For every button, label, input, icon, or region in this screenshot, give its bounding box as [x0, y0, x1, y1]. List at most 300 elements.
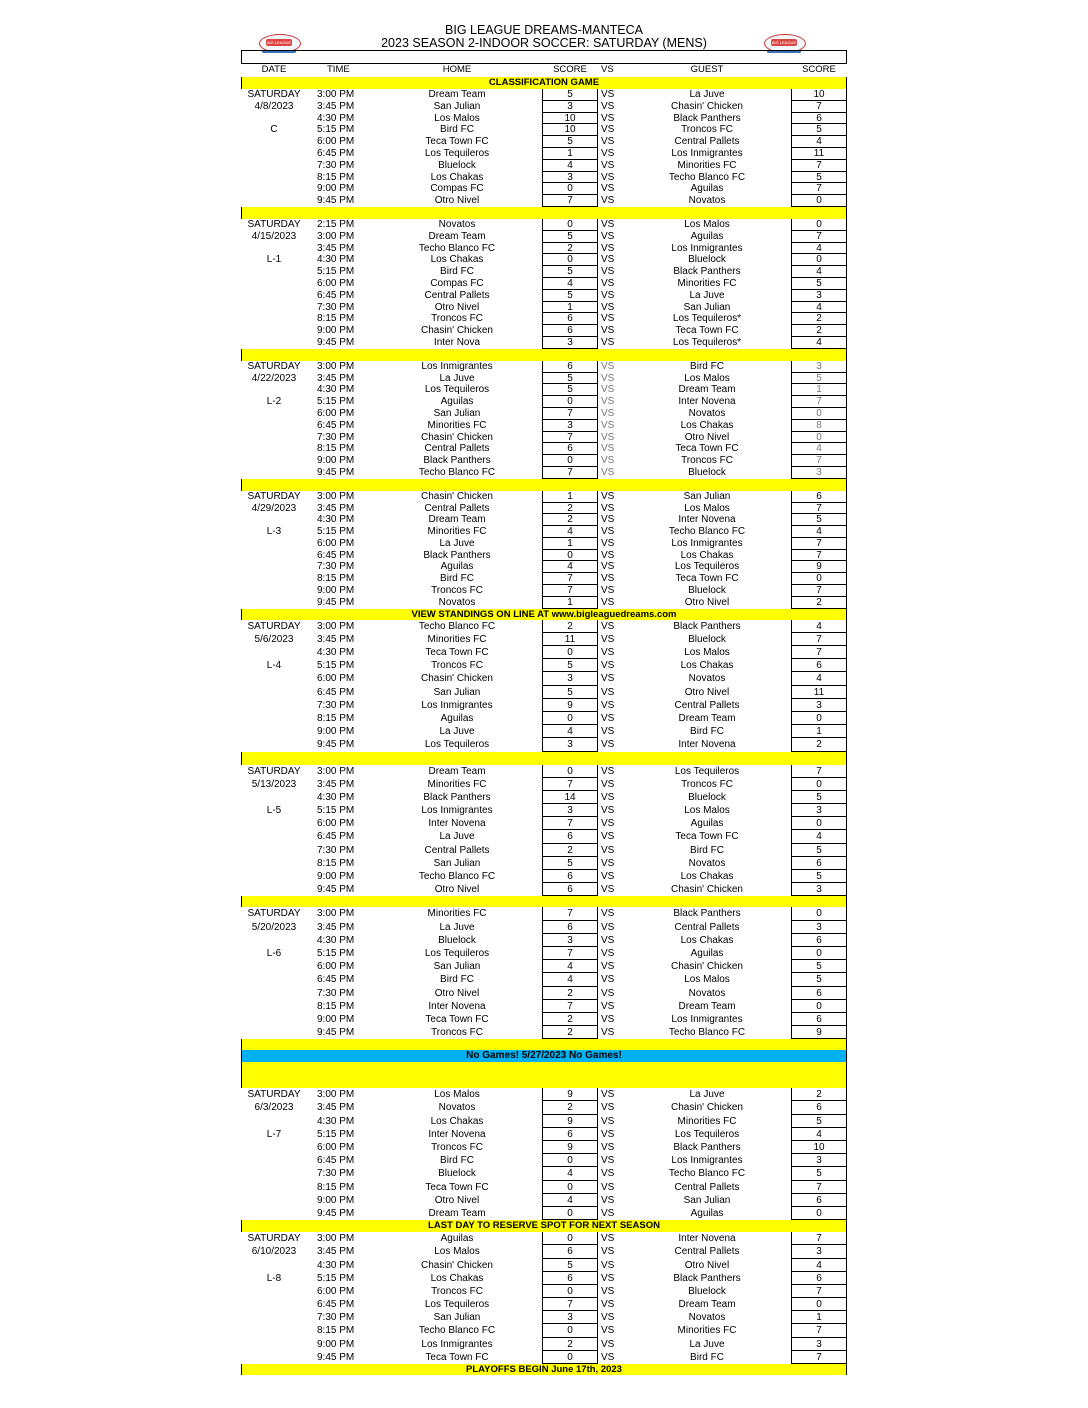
- guest-team: Aguilas: [690, 818, 724, 830]
- guest-score: 6: [791, 1194, 847, 1207]
- home-team: Los Chakas: [430, 254, 484, 266]
- guest-team: Los Chakas: [680, 871, 734, 883]
- vs-label: VS: [601, 765, 615, 777]
- game-row: [241, 1167, 847, 1180]
- game-row: [241, 633, 847, 646]
- game-time: 4:30 PM: [317, 384, 355, 396]
- game-time: 3:00 PM: [317, 490, 355, 502]
- vs-label: VS: [601, 455, 615, 467]
- home-team: Bird FC: [440, 573, 474, 585]
- home-team: San Julian: [433, 100, 481, 112]
- home-team: Bird FC: [440, 974, 474, 986]
- vs-label: VS: [601, 1312, 615, 1324]
- home-team: Los Inmigrantes: [421, 805, 493, 817]
- week-label: [241, 538, 307, 550]
- guest-team: Inter Novena: [678, 739, 736, 751]
- game-time: 9:00 PM: [317, 1338, 355, 1350]
- vs-label: VS: [601, 443, 615, 455]
- home-score: 9: [542, 699, 598, 712]
- vs-label: VS: [601, 712, 615, 724]
- home-team: Bluelock: [438, 934, 476, 946]
- guest-team: La Juve: [689, 289, 725, 301]
- vs-label: VS: [601, 699, 615, 711]
- guest-team: Techo Blanco FC: [668, 1027, 746, 1039]
- vs-label: VS: [601, 537, 615, 549]
- game-time: 5:15 PM: [317, 396, 355, 408]
- guest-score: 3: [791, 1338, 847, 1351]
- guest-score: 4: [791, 443, 847, 455]
- game-row: [241, 219, 847, 231]
- guest-team: Otro Nivel: [684, 1259, 730, 1271]
- week-label: SATURDAY: [247, 620, 301, 632]
- home-score: 2: [542, 503, 598, 515]
- game-time: 3:45 PM: [317, 100, 355, 112]
- guest-score: 6: [791, 491, 847, 503]
- guest-score: 5: [791, 791, 847, 804]
- vs-label: VS: [601, 242, 615, 254]
- game-row: [241, 408, 847, 420]
- guest-score: 5: [791, 960, 847, 973]
- game-time: 6:45 PM: [317, 974, 355, 986]
- home-team: Inter Novena: [428, 818, 486, 830]
- home-team: San Julian: [433, 961, 481, 973]
- home-team: Chasin' Chicken: [421, 490, 493, 502]
- home-team: Black Panthers: [423, 791, 491, 803]
- section-banner: [241, 207, 847, 219]
- guest-team: San Julian: [683, 301, 731, 313]
- game-row: [241, 1128, 847, 1141]
- guest-score: 8: [791, 420, 847, 432]
- game-row: [241, 870, 847, 883]
- home-score: 4: [542, 1194, 598, 1207]
- vs-label: VS: [601, 974, 615, 986]
- home-team: Minorities FC: [427, 778, 487, 790]
- home-score: 9: [542, 1141, 598, 1154]
- game-row: [241, 699, 847, 712]
- vs-label: VS: [601, 1142, 615, 1154]
- guest-team: Aguilas: [690, 1207, 724, 1219]
- guest-team: Otro Nivel: [684, 686, 730, 698]
- vs-label: VS: [601, 791, 615, 803]
- home-score: 6: [542, 830, 598, 843]
- vs-label: VS: [601, 301, 615, 313]
- schedule-table: [241, 63, 847, 1375]
- game-time: 6:45 PM: [317, 289, 355, 301]
- game-row: [241, 857, 847, 870]
- guest-team: Otro Nivel: [684, 431, 730, 443]
- guest-score: 5: [791, 373, 847, 385]
- home-score: 4: [542, 973, 598, 986]
- guest-score: 7: [791, 101, 847, 113]
- home-team: Bluelock: [438, 159, 476, 171]
- week-label: [241, 672, 307, 685]
- week-label: [241, 791, 307, 804]
- game-row: [241, 1259, 847, 1272]
- home-team: Novatos: [438, 218, 476, 230]
- game-time: 5:15 PM: [317, 947, 355, 959]
- guest-score: 5: [791, 1115, 847, 1128]
- game-time: 3:45 PM: [317, 502, 355, 514]
- home-score: 0: [542, 1324, 598, 1337]
- home-team: Compas FC: [430, 277, 484, 289]
- home-team: Central Pallets: [424, 443, 490, 455]
- week-label: L-3: [266, 526, 282, 538]
- guest-team: Novatos: [688, 673, 726, 685]
- guest-team: Central Pallets: [674, 921, 740, 933]
- guest-team: Bluelock: [688, 633, 726, 645]
- home-score: 6: [542, 870, 598, 883]
- game-row: [241, 817, 847, 830]
- home-score: 2: [542, 844, 598, 857]
- game-time: 9:00 PM: [317, 325, 355, 337]
- guest-team: Otro Nivel: [684, 596, 730, 608]
- vs-label: VS: [601, 336, 615, 348]
- guest-team: Inter Novena: [678, 396, 736, 408]
- week-label: [241, 830, 307, 843]
- home-team: Otro Nivel: [434, 195, 480, 207]
- game-time: 9:45 PM: [317, 336, 355, 348]
- game-row: [241, 420, 847, 432]
- home-score: 3: [542, 1311, 598, 1324]
- vs-label: VS: [601, 739, 615, 751]
- vs-label: VS: [601, 1181, 615, 1193]
- home-team: Dream Team: [428, 89, 486, 100]
- game-row: [241, 712, 847, 725]
- guest-score: 6: [791, 987, 847, 1000]
- guest-score: 6: [791, 1013, 847, 1026]
- game-time: 6:45 PM: [317, 1155, 355, 1167]
- column-header-row: [241, 63, 847, 77]
- home-team: Aguilas: [440, 561, 474, 573]
- week-label: SATURDAY: [247, 360, 301, 372]
- vs-label: VS: [601, 921, 615, 933]
- game-row: [241, 278, 847, 290]
- game-time: 6:45 PM: [317, 549, 355, 561]
- guest-score: 4: [791, 266, 847, 278]
- game-row: [241, 659, 847, 672]
- game-time: 9:45 PM: [317, 195, 355, 207]
- game-row: [241, 1324, 847, 1337]
- guest-team: Bluelock: [688, 585, 726, 597]
- week-label: [241, 1167, 307, 1180]
- guest-team: Bluelock: [688, 466, 726, 478]
- week-label: L-5: [266, 805, 282, 817]
- vs-label: VS: [601, 360, 615, 372]
- home-team: Minorities FC: [427, 908, 487, 920]
- home-score: 1: [542, 148, 598, 160]
- game-time: 4:30 PM: [317, 514, 355, 526]
- vs-label: VS: [601, 1000, 615, 1012]
- guest-team: Black Panthers: [673, 620, 741, 632]
- guest-score: 0: [791, 195, 847, 207]
- vs-label: VS: [601, 1233, 615, 1245]
- guest-score: 6: [791, 857, 847, 870]
- game-time: 6:45 PM: [317, 1299, 355, 1311]
- game-row: [241, 646, 847, 659]
- vs-label: VS: [601, 254, 615, 266]
- week-label: [241, 1154, 307, 1167]
- guest-score: 0: [791, 254, 847, 266]
- home-team: Dream Team: [428, 514, 486, 526]
- guest-score: 7: [791, 1232, 847, 1245]
- guest-team: Bluelock: [688, 791, 726, 803]
- vs-label: VS: [601, 431, 615, 443]
- week-label: [241, 467, 307, 479]
- guest-team: Black Panthers: [673, 112, 741, 124]
- vs-label: VS: [601, 490, 615, 502]
- home-score: 7: [542, 408, 598, 420]
- guest-team: Los Chakas: [680, 934, 734, 946]
- home-score: 7: [542, 1298, 598, 1311]
- home-team: Otro Nivel: [434, 1194, 480, 1206]
- game-row: [241, 455, 847, 467]
- guest-team: Bird FC: [690, 844, 724, 856]
- game-row: [241, 686, 847, 699]
- col-home-score: SCORE: [553, 64, 587, 75]
- page-subtitle: 2023 SEASON 2-INDOOR SOCCER: SATURDAY (MENS): [381, 36, 707, 50]
- guest-team: Aguilas: [690, 183, 724, 195]
- home-team: Los Inmigrantes: [421, 699, 493, 711]
- game-row: [241, 124, 847, 136]
- guest-score: 7: [791, 550, 847, 562]
- section-banner: PLAYOFFS BEGIN June 17th, 2023: [241, 1364, 847, 1375]
- week-label: [241, 857, 307, 870]
- home-score: 0: [542, 765, 598, 778]
- section-banner: [241, 1039, 847, 1050]
- week-label: 5/6/2023: [254, 633, 294, 645]
- game-time: 3:45 PM: [317, 1102, 355, 1114]
- week-label: [241, 455, 307, 467]
- game-time: 9:45 PM: [317, 1027, 355, 1039]
- week-label: [241, 870, 307, 883]
- game-time: 4:30 PM: [317, 1259, 355, 1271]
- game-time: 3:45 PM: [317, 242, 355, 254]
- week-label: [241, 514, 307, 526]
- game-row: [241, 1351, 847, 1364]
- game-row: [241, 1101, 847, 1114]
- home-score: 7: [542, 947, 598, 960]
- guest-team: Los Inmigrantes: [671, 1013, 743, 1025]
- guest-score: 11: [791, 686, 847, 699]
- game-time: 8:15 PM: [317, 1325, 355, 1337]
- game-time: 6:45 PM: [317, 419, 355, 431]
- guest-team: La Juve: [689, 1338, 725, 1350]
- game-row: [241, 1013, 847, 1026]
- game-row: [241, 830, 847, 843]
- game-time: 9:45 PM: [317, 884, 355, 896]
- week-label: [241, 844, 307, 857]
- section-banner: LAST DAY TO RESERVE SPOT FOR NEXT SEASON: [241, 1220, 847, 1232]
- vs-label: VS: [601, 514, 615, 526]
- game-time: 8:15 PM: [317, 171, 355, 183]
- vs-label: VS: [601, 961, 615, 973]
- guest-score: 4: [791, 830, 847, 843]
- vs-label: VS: [601, 1194, 615, 1206]
- game-row: [241, 231, 847, 243]
- guest-team: Chasin' Chicken: [671, 1102, 743, 1114]
- week-label: [241, 1351, 307, 1364]
- home-team: La Juve: [439, 372, 475, 384]
- league-logo-left: BIG LEAGUE: [259, 32, 301, 54]
- home-team: San Julian: [433, 1312, 481, 1324]
- home-score: 5: [542, 290, 598, 302]
- guest-score: 3: [791, 883, 847, 896]
- guest-score: 5: [791, 973, 847, 986]
- home-team: Teca Town FC: [425, 1013, 489, 1025]
- game-row: [241, 934, 847, 947]
- home-score: 6: [542, 883, 598, 896]
- vs-label: VS: [601, 1168, 615, 1180]
- home-score: 3: [542, 101, 598, 113]
- home-score: 5: [542, 686, 598, 699]
- guest-team: San Julian: [683, 490, 731, 502]
- guest-score: 2: [791, 313, 847, 325]
- game-time: 9:00 PM: [317, 455, 355, 467]
- game-time: 4:30 PM: [317, 791, 355, 803]
- game-row: [241, 765, 847, 778]
- week-label: L-1: [266, 254, 282, 266]
- vs-label: VS: [601, 673, 615, 685]
- game-row: [241, 1141, 847, 1154]
- vs-label: VS: [601, 1272, 615, 1284]
- game-time: 6:00 PM: [317, 136, 355, 148]
- guest-team: Los Tequileros: [674, 1128, 740, 1140]
- game-row: [241, 254, 847, 266]
- game-row: [241, 883, 847, 896]
- week-label: SATURDAY: [247, 89, 301, 100]
- week-label: [241, 987, 307, 1000]
- home-team: Los Malos: [434, 1089, 480, 1101]
- game-time: 6:00 PM: [317, 818, 355, 830]
- home-score: 9: [542, 1115, 598, 1128]
- guest-team: Black Panthers: [673, 1272, 741, 1284]
- week-label: [241, 646, 307, 659]
- guest-score: 0: [791, 408, 847, 420]
- home-score: 0: [542, 219, 598, 231]
- guest-team: Bird FC: [690, 1351, 724, 1363]
- home-team: La Juve: [439, 921, 475, 933]
- home-team: Inter Novena: [428, 1128, 486, 1140]
- game-row: [241, 921, 847, 934]
- game-time: 3:00 PM: [317, 620, 355, 632]
- game-time: 3:00 PM: [317, 360, 355, 372]
- vs-label: VS: [601, 195, 615, 207]
- game-row: [241, 960, 847, 973]
- guest-score: 6: [791, 113, 847, 125]
- game-time: 7:30 PM: [317, 844, 355, 856]
- guest-team: Troncos FC: [681, 778, 733, 790]
- league-logo-right: BIG LEAGUE: [764, 32, 806, 54]
- guest-score: 0: [791, 817, 847, 830]
- week-label: [241, 243, 307, 255]
- home-team: Teca Town FC: [425, 136, 489, 148]
- home-team: Los Inmigrantes: [421, 360, 493, 372]
- week-label: [241, 550, 307, 562]
- home-team: Teca Town FC: [425, 1181, 489, 1193]
- week-label: [241, 597, 307, 609]
- vs-label: VS: [601, 100, 615, 112]
- guest-score: 7: [791, 396, 847, 408]
- guest-score: 0: [791, 1000, 847, 1013]
- game-row: [241, 183, 847, 195]
- guest-team: Bluelock: [688, 1285, 726, 1297]
- week-label: [241, 1115, 307, 1128]
- guest-team: La Juve: [689, 89, 725, 100]
- home-team: Dream Team: [428, 1207, 486, 1219]
- col-time: TIME: [327, 64, 350, 75]
- guest-score: 6: [791, 659, 847, 672]
- guest-score: 9: [791, 561, 847, 573]
- game-row: [241, 266, 847, 278]
- home-team: Aguilas: [440, 1233, 474, 1245]
- guest-team: Los Inmigrantes: [671, 147, 743, 159]
- game-row: [241, 585, 847, 597]
- vs-label: VS: [601, 1102, 615, 1114]
- guest-team: Novatos: [688, 1312, 726, 1324]
- guest-score: 6: [791, 1101, 847, 1114]
- week-label: L-8: [266, 1272, 282, 1284]
- game-time: 9:45 PM: [317, 596, 355, 608]
- week-label: L-4: [266, 660, 282, 672]
- game-time: 8:15 PM: [317, 573, 355, 585]
- guest-score: 7: [791, 231, 847, 243]
- guest-team: Black Panthers: [673, 266, 741, 278]
- home-score: 2: [542, 987, 598, 1000]
- home-score: 6: [542, 443, 598, 455]
- guest-team: Inter Novena: [678, 1233, 736, 1245]
- game-row: [241, 1298, 847, 1311]
- home-score: 5: [542, 857, 598, 870]
- guest-team: Minorities FC: [677, 1115, 737, 1127]
- week-label: [241, 725, 307, 738]
- week-label: [241, 817, 307, 830]
- game-time: 8:15 PM: [317, 443, 355, 455]
- week-label: [241, 973, 307, 986]
- game-time: 8:15 PM: [317, 1000, 355, 1012]
- week-label: 4/29/2023: [251, 502, 297, 514]
- game-time: 5:15 PM: [317, 660, 355, 672]
- game-time: 6:00 PM: [317, 537, 355, 549]
- vs-label: VS: [601, 384, 615, 396]
- week-label: [241, 699, 307, 712]
- home-team: Minorities FC: [427, 633, 487, 645]
- game-time: 3:00 PM: [317, 1233, 355, 1245]
- week-label: [241, 1013, 307, 1026]
- game-time: 4:30 PM: [317, 112, 355, 124]
- week-label: SATURDAY: [247, 1233, 301, 1245]
- week-label: [241, 1026, 307, 1039]
- home-team: Troncos FC: [431, 660, 483, 672]
- game-time: 3:45 PM: [317, 778, 355, 790]
- vs-label: VS: [601, 1259, 615, 1271]
- vs-label: VS: [601, 805, 615, 817]
- home-team: Troncos FC: [431, 1027, 483, 1039]
- home-score: 5: [542, 136, 598, 148]
- section-banner: CLASSIFICATION GAME: [241, 77, 847, 89]
- home-score: 4: [542, 526, 598, 538]
- home-team: San Julian: [433, 407, 481, 419]
- guest-team: Black Panthers: [673, 1142, 741, 1154]
- week-label: [241, 313, 307, 325]
- guest-team: Dream Team: [678, 384, 736, 396]
- home-team: Central Pallets: [424, 289, 490, 301]
- home-score: 7: [542, 573, 598, 585]
- week-label: [241, 573, 307, 585]
- game-row: [241, 1338, 847, 1351]
- col-vs: VS: [601, 64, 614, 75]
- home-team: Bird FC: [440, 124, 474, 136]
- guest-team: Minorities FC: [677, 277, 737, 289]
